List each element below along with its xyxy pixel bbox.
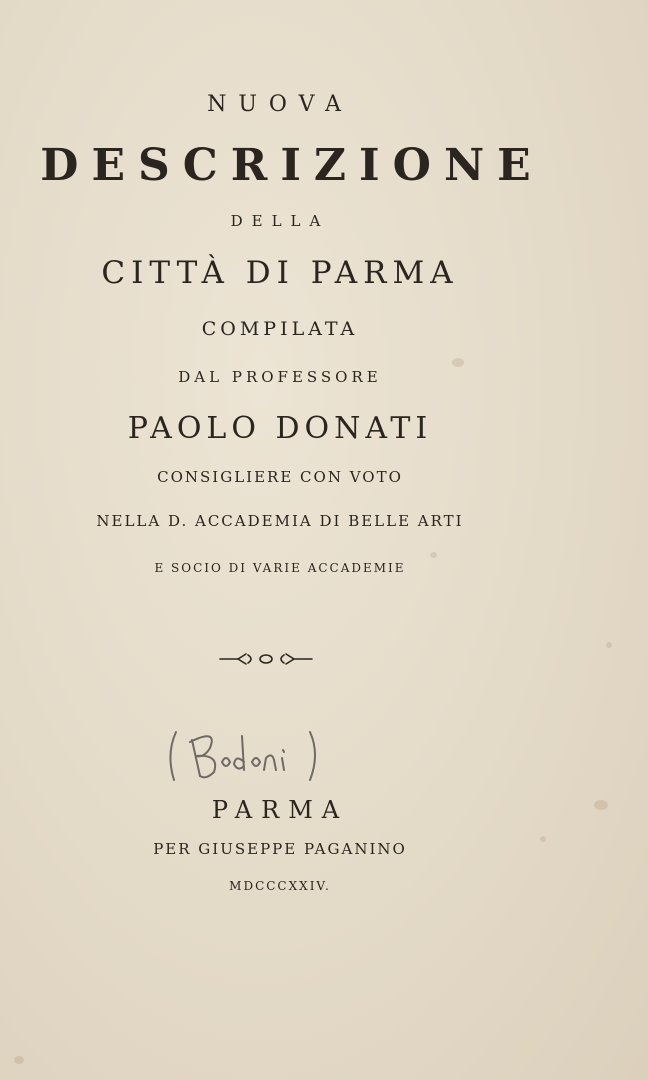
imprint-place: PARMA <box>211 796 349 824</box>
imprint-year: MDCCCXXIV. <box>229 879 331 893</box>
foxing-stain <box>594 800 608 810</box>
title-line-della: DELLA <box>230 212 330 230</box>
author-credential-3: E SOCIO DI VARIE ACCADEMIE <box>154 561 406 575</box>
title-line-descrizione: DESCRIZIONE <box>40 140 544 191</box>
title-line-nuova: NUOVA <box>207 92 353 117</box>
imprint-printer: PER GIUSEPPE PAGANINO <box>153 840 407 858</box>
title-line-compilata: COMPILATA <box>201 318 359 340</box>
title-line-citta-di-parma: CITTÀ DI PARMA <box>101 255 459 291</box>
foxing-stain <box>606 642 612 648</box>
foxing-stain <box>14 1056 24 1064</box>
author-credential-2: NELLA D. ACCADEMIA DI BELLE ARTI <box>96 512 464 530</box>
handwritten-signature <box>160 722 330 788</box>
typographic-ornament-icon <box>218 650 314 668</box>
title-line-dal-professore: DAL PROFESSORE <box>178 368 382 386</box>
author-name: PAOLO DONATI <box>127 411 433 446</box>
foxing-stain <box>430 552 437 558</box>
author-credential-1: CONSIGLIERE CON VOTO <box>157 468 403 486</box>
foxing-stain <box>452 358 464 367</box>
